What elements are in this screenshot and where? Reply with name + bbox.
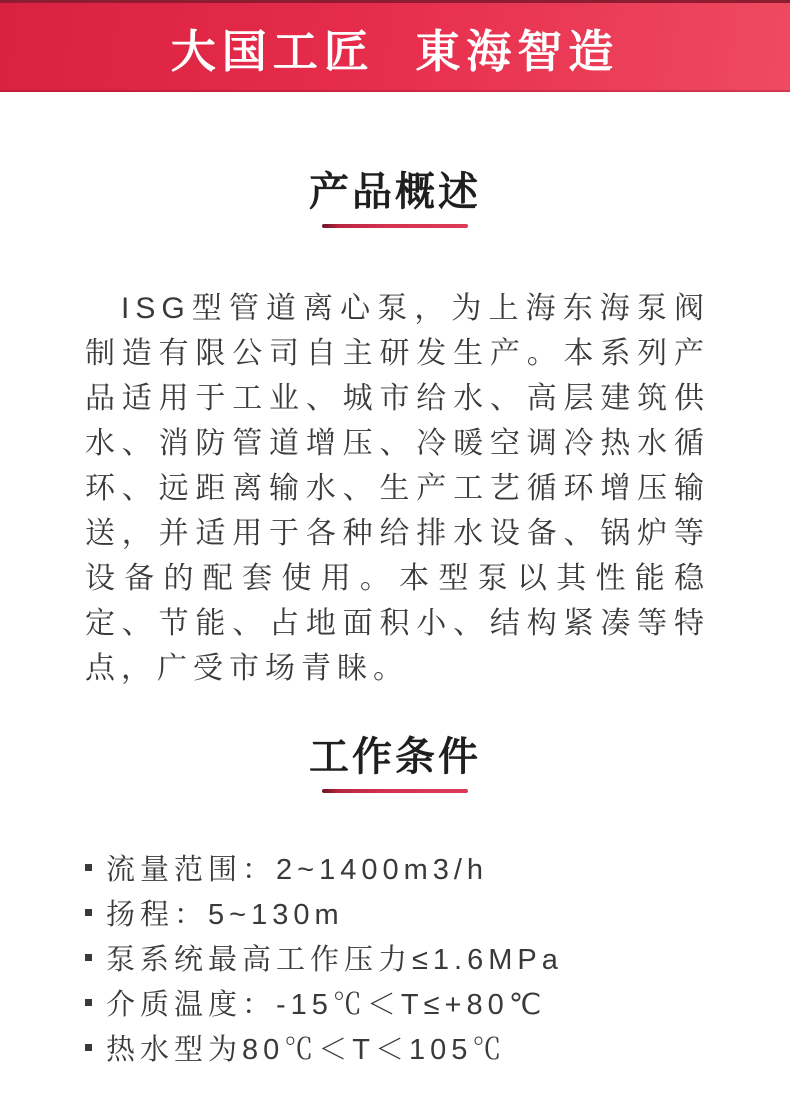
list-item <box>85 980 790 1025</box>
working-conditions-list <box>85 845 790 1070</box>
working-conditions-title-underline <box>322 789 468 793</box>
overview-section-title: 产品概述 <box>309 170 481 214</box>
bullet-dot-icon <box>85 909 92 916</box>
overview-title-underline <box>322 224 468 228</box>
brand-banner-title: 大国工匠 東海智造 <box>170 26 620 77</box>
condition-max-pressure: 泵系统最高工作压力≤1.6MPa <box>106 944 563 976</box>
overview-section <box>0 168 790 691</box>
bullet-dot-icon <box>85 1044 92 1051</box>
condition-flow-range: 流量范围：2~1400m3/h <box>106 854 489 886</box>
bullet-dot-icon <box>85 954 92 961</box>
list-item <box>85 845 790 890</box>
condition-hot-water-temperature: 热水型为80℃＜T＜105℃ <box>106 1034 507 1066</box>
brand-banner <box>0 0 790 92</box>
condition-head-range: 扬程：5~130m <box>106 899 344 931</box>
overview-paragraph: ISG型管道离心泵，为上海东海泵阀制造有限公司自主研发生产。本系列产品适用于工业、城市给水、高层建筑供水、消防管道增压、冷暖空调冷热水循环、远距离输水、生产工艺循环增压输送，并适用于各种给排水设备、锅炉等设备的配套使用。本型泵以其性能稳定、节能、占地面积小、结构紧凑等特点，广受市场青睐。 <box>85 292 710 685</box>
list-item <box>85 935 790 980</box>
list-item <box>85 1025 790 1070</box>
condition-medium-temperature: 介质温度：-15℃＜T≤+80℃ <box>106 989 547 1021</box>
working-conditions-section <box>0 733 790 1070</box>
bullet-dot-icon <box>85 999 92 1006</box>
working-conditions-title: 工作条件 <box>309 735 481 779</box>
list-item <box>85 890 790 935</box>
bullet-dot-icon <box>85 864 92 871</box>
